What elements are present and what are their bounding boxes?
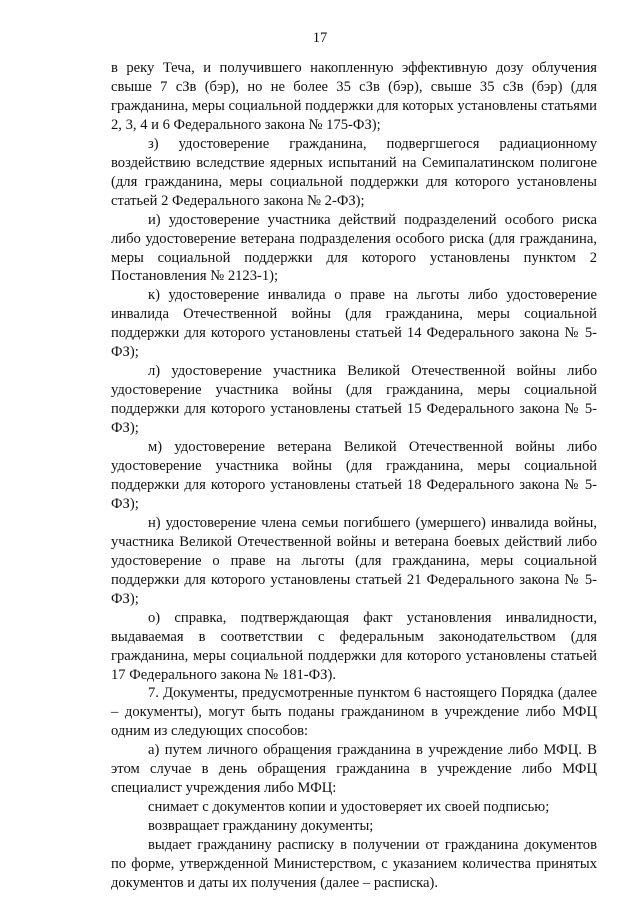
paragraph: к) удостоверение инвалида о праве на льготы либо удостоверение инвалида Отечественной войны (для гражданина, меры социальной поддержки для которого установлены статьей 14 Федерального закона № 5-ФЗ); [111, 287, 597, 361]
paragraph: в реку Теча, и получившего накопленную эффективную дозу облучения свыше 7 сЗв (бэр), но не более 35 сЗв (бэр), свыше 35 сЗв (бэр) (для гражданина, меры социальной поддержки для которых установлены статьями 2, 3, 4 и 6 Федерального закона № 175-ФЗ); [111, 60, 597, 133]
paragraph: выдает гражданину расписку в получении от гражданина документов по форме, утвержденной Министерством, с указанием количества принятых документов и даты их получения (далее – расписка). [111, 837, 597, 891]
paragraph: а) путем личного обращения гражданина в учреждение либо МФЦ. В этом случае в день обращения гражданина в учреждение либо МФЦ специалист учреждения либо МФЦ: [111, 742, 597, 797]
page-number: 17 [312, 30, 328, 46]
document-body [111, 59, 597, 893]
paragraph: л) удостоверение участника Великой Отечественной войны либо удостоверение участника войны (для гражданина, меры социальной поддержки для которого установлены статьей 15 Федерального закона № 5-ФЗ); [111, 363, 597, 437]
paragraph: возвращает гражданину документы; [148, 818, 374, 835]
paragraph: и) удостоверение участника действий подразделений особого риска либо удостоверение ветерана подразделения особого риска (для гражданина, меры социальной поддержки для которого установлены пунктом 2 Постановления № 2123-1); [111, 211, 597, 285]
paragraph: м) удостоверение ветерана Великой Отечественной войны либо удостоверение участника войны (для гражданина, меры социальной поддержки для которого установлены статьей 18 Федерального закона № 5-ФЗ); [111, 439, 597, 512]
paragraph: н) удостоверение члена семьи погибшего (умершего) инвалида войны, участника Великой Отечественной войны и ветерана боевых действий либо удостоверение о праве на льготы (для гражданина, меры социальной поддержки для которого установлены статьей 21 Федерального закона № 5-ФЗ); [111, 514, 597, 607]
paragraph: з) удостоверение гражданина, подвергшегося радиационному воздействию вследствие ядерных испытаний на Семипалатинском полигоне (для гражданина, меры социальной поддержки для которого установлены статьей 2 Федерального закона № 2-ФЗ); [111, 135, 597, 209]
paragraph: о) справка, подтверждающая факт установления инвалидности, выдаваемая в соответствии с федеральным законодательством (для гражданина, меры социальной поддержки для которого установлены статьей 17 Федерального закона № 181-ФЗ). [111, 609, 597, 683]
paragraph: 7. Документы, предусмотренные пунктом 6 настоящего Порядка (далее – документы), могут быть поданы гражданином в учреждение либо МФЦ одним из следующих способов: [111, 685, 597, 740]
paragraph: снимает с документов копии и удостоверяет их своей подписью; [148, 799, 550, 816]
